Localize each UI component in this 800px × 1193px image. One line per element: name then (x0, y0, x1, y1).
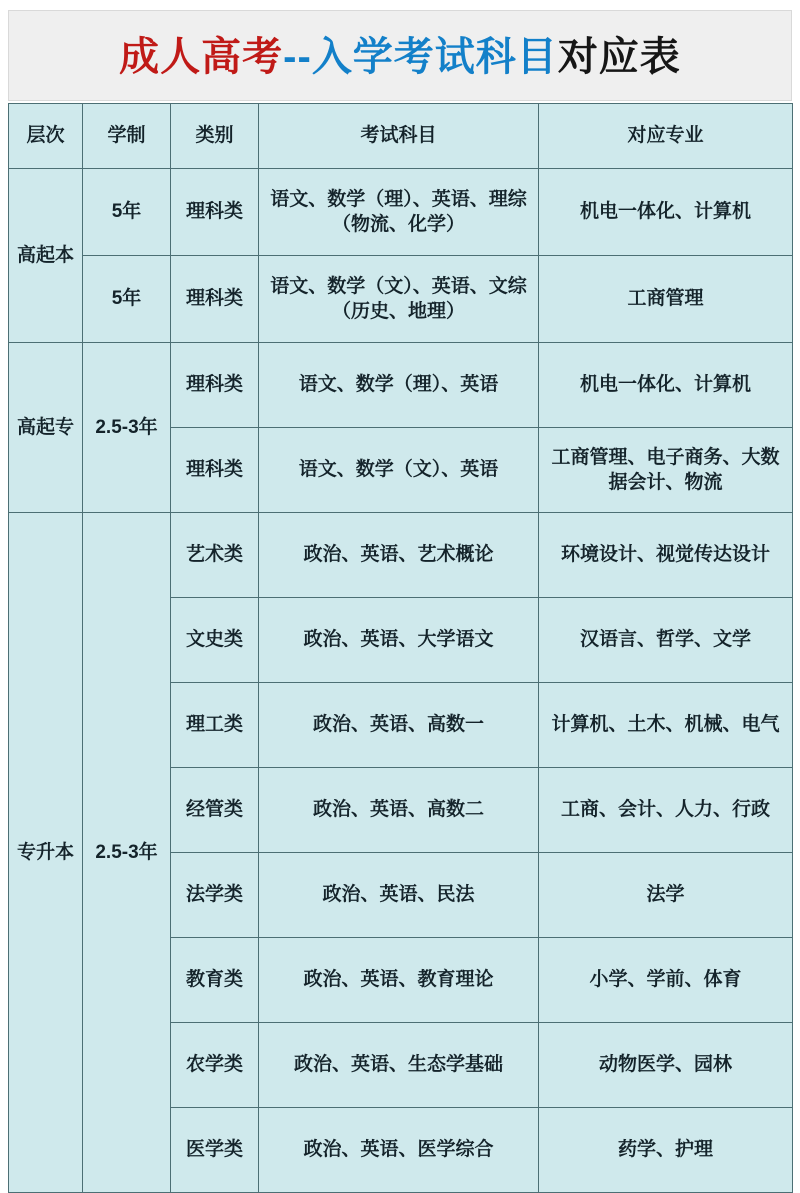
table-body (9, 169, 793, 1193)
cell-subjects: 政治、英语、高数二 (259, 768, 539, 853)
cell-subjects: 政治、英语、民法 (259, 853, 539, 938)
cell-category: 教育类 (171, 938, 259, 1023)
cell-category: 文史类 (171, 598, 259, 683)
cell-years: 2.5-3年 (83, 343, 171, 513)
table-row (9, 343, 793, 428)
cell-category: 法学类 (171, 853, 259, 938)
table-row (9, 169, 793, 256)
cell-category: 理科类 (171, 256, 259, 343)
cell-subjects: 政治、英语、艺术概论 (259, 513, 539, 598)
column-header-majors: 对应专业 (539, 104, 793, 169)
title-part-red: 成人高考 (119, 35, 284, 79)
table-header-row (9, 104, 793, 169)
cell-subjects: 政治、英语、高数一 (259, 683, 539, 768)
cell-category: 理工类 (171, 683, 259, 768)
cell-majors: 工商、会计、人力、行政 (539, 768, 793, 853)
cell-level: 专升本 (9, 513, 83, 1193)
cell-subjects: 政治、英语、大学语文 (259, 598, 539, 683)
page-title (8, 10, 792, 101)
cell-years: 2.5-3年 (83, 513, 171, 1193)
table-row (9, 513, 793, 598)
cell-majors: 环境设计、视觉传达设计 (539, 513, 793, 598)
cell-majors: 工商管理 (539, 256, 793, 343)
cell-category: 艺术类 (171, 513, 259, 598)
cell-subjects: 语文、数学（理）、英语 (259, 343, 539, 428)
cell-subjects: 政治、英语、生态学基础 (259, 1023, 539, 1108)
cell-majors: 工商管理、电子商务、大数据会计、物流 (539, 428, 793, 513)
cell-category: 理科类 (171, 428, 259, 513)
cell-subjects: 语文、数学（文）、英语、文综（历史、地理） (259, 256, 539, 343)
cell-majors: 机电一体化、计算机 (539, 343, 793, 428)
cell-category: 农学类 (171, 1023, 259, 1108)
cell-level: 高起本 (9, 169, 83, 343)
cell-majors: 汉语言、哲学、文学 (539, 598, 793, 683)
cell-subjects: 语文、数学（理）、英语、理综（物流、化学） (259, 169, 539, 256)
cell-majors: 动物医学、园林 (539, 1023, 793, 1108)
cell-majors: 机电一体化、计算机 (539, 169, 793, 256)
cell-subjects: 政治、英语、教育理论 (259, 938, 539, 1023)
cell-majors: 计算机、土木、机械、电气 (539, 683, 793, 768)
cell-majors: 药学、护理 (539, 1108, 793, 1193)
cell-years: 5年 (83, 256, 171, 343)
cell-subjects: 语文、数学（文）、英语 (259, 428, 539, 513)
cell-subjects: 政治、英语、医学综合 (259, 1108, 539, 1193)
title-part-blue: --入学考试科目 (283, 35, 558, 79)
column-header-category: 类别 (171, 104, 259, 169)
cell-level: 高起专 (9, 343, 83, 513)
table-row (9, 256, 793, 343)
column-header-level: 层次 (9, 104, 83, 169)
table-header (9, 104, 793, 169)
exam-subject-table (8, 103, 793, 1193)
cell-category: 经管类 (171, 768, 259, 853)
column-header-subjects: 考试科目 (259, 104, 539, 169)
cell-majors: 法学 (539, 853, 793, 938)
column-header-years: 学制 (83, 104, 171, 169)
cell-category: 理科类 (171, 343, 259, 428)
cell-years: 5年 (83, 169, 171, 256)
title-part-black: 对应表 (557, 35, 681, 79)
cell-category: 理科类 (171, 169, 259, 256)
cell-category: 医学类 (171, 1108, 259, 1193)
cell-majors: 小学、学前、体育 (539, 938, 793, 1023)
